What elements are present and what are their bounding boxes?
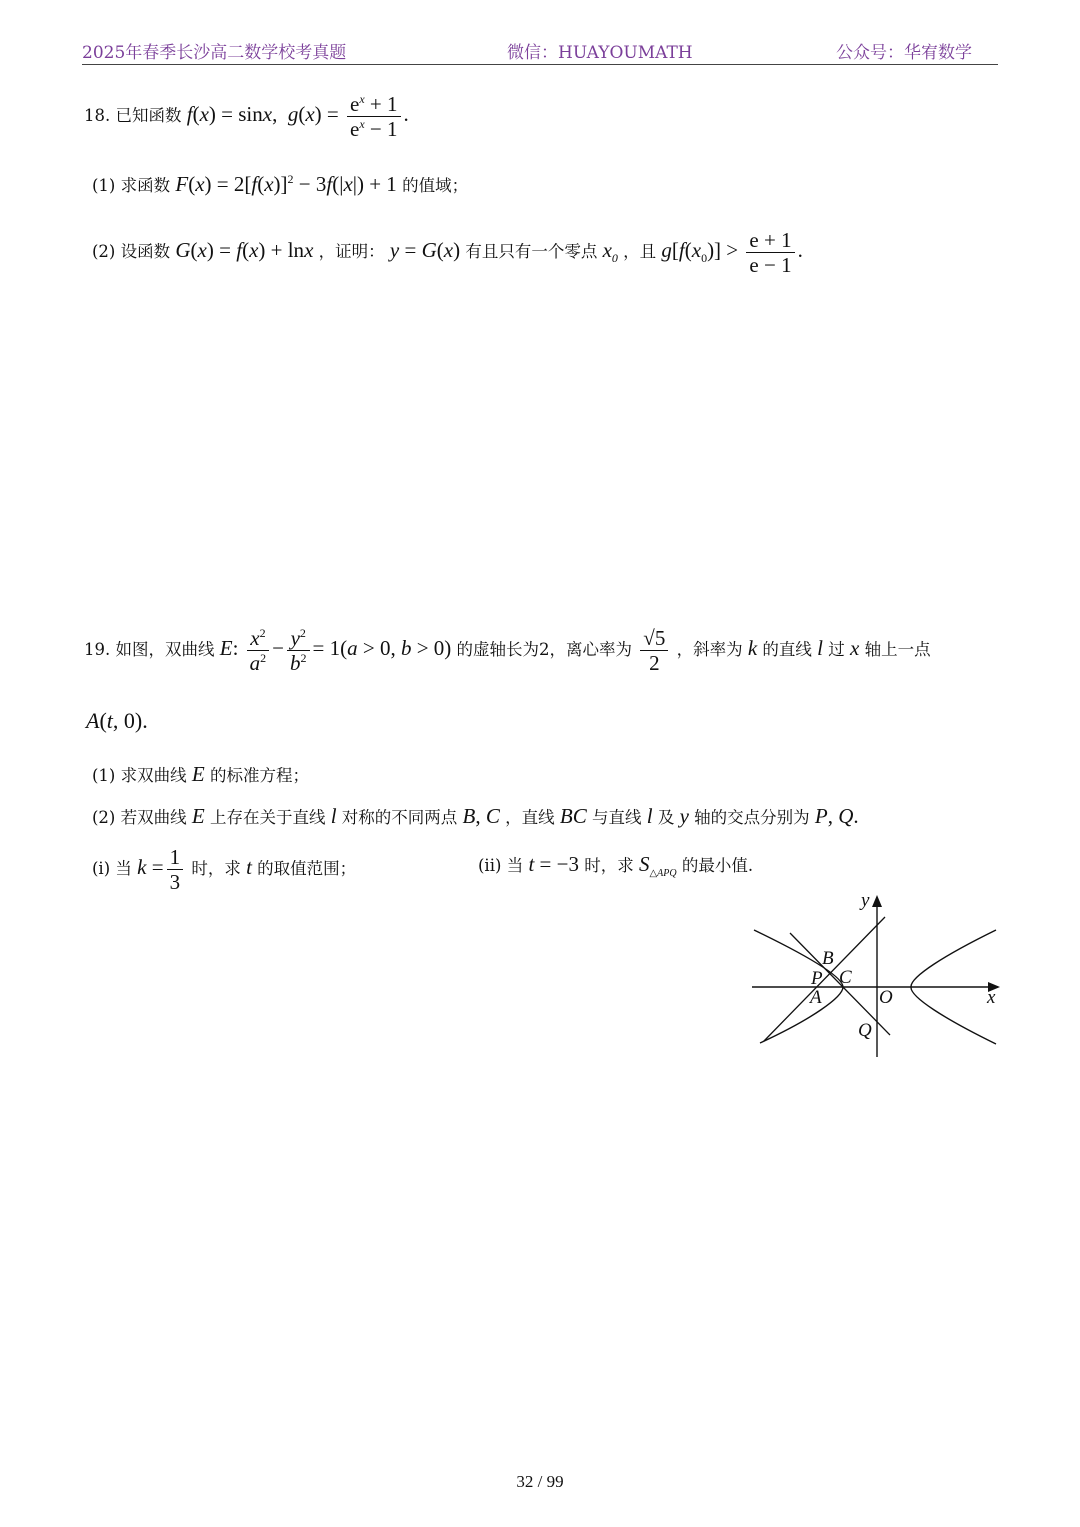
label-P: P	[811, 968, 823, 989]
y-axis-arrow	[872, 895, 882, 907]
q19-sub-i-text: 当	[115, 859, 132, 879]
q19-p1-text: 求双曲线	[120, 766, 187, 785]
q19-sub-ii-text: 当	[506, 856, 524, 875]
q19-E: E	[219, 636, 233, 661]
q19-sub-ii-b: 的最小值.	[681, 856, 754, 875]
q18-p2-mid3: ，且	[623, 242, 657, 262]
q18-stem: 18. 已知函数 f(x) = sinx, g(x) = $\frac{e^x + 1}{e^x - 1}$ .	[84, 92, 409, 142]
q18-p2-mid2: 有且只有一个零点	[465, 242, 598, 262]
q18-number: 18.	[84, 106, 111, 126]
header-wechat: 微信：HUAYOUMATH	[507, 43, 693, 63]
q18-stem-text: 已知函数	[115, 106, 182, 126]
header-title: 2025年春季长沙高二数学校考真题	[82, 43, 347, 63]
q18-ineq: $g[f(x_0)]$ >	[661, 238, 739, 266]
page-number: 32 / 99	[516, 1472, 564, 1491]
hyperbola-figure	[740, 885, 1010, 1065]
label-y: y	[861, 890, 870, 911]
q19-stem5: 过	[828, 640, 845, 660]
q19-stem: 19. 如图，双曲线 E: $\frac{x^2}{a^2}$ − $\frac{y^2}{b^2}$ = 1(a > 0, b > 0) 的虚轴长为2，离心率为 $\frac{√5}{2}$ ，斜率为 k 的直线 l 过 x 轴上一点	[84, 626, 931, 676]
label-A: A	[810, 987, 822, 1008]
q18-part2: (2) 设函数 G(x) = f(x) + lnx ，证明： y = G(x) 有且只有一个零点 $x_0$ ，且 $g[f(x_0)]$ > $\frac{e + 1}{e - 1}$ .	[92, 228, 803, 278]
q19-part1: (1) 求双曲线 E 的标准方程；	[92, 762, 309, 786]
q19-stem4: 的直线	[762, 640, 812, 660]
q18-g-fraction: $\frac{e^x + 1}{e^x - 1}$	[347, 92, 401, 141]
q19-p2-a: 上存在关于直线	[209, 808, 326, 827]
q19-frac-y: $\frac{y^2}{b^2}$	[287, 626, 310, 675]
q19-frac-x: $\frac{x^2}{a^2}$	[247, 626, 270, 675]
q19-stem3: ，斜率为	[676, 640, 743, 660]
q18-f-def: f(x) = sinx, g(x) =	[186, 102, 339, 127]
q19-point-A: A(t, 0).	[86, 708, 148, 733]
q18-p2-text: 设函数	[120, 242, 171, 262]
q18-G-def: G(x) = f(x) + lnx	[175, 238, 314, 263]
q19-k: k	[747, 636, 758, 661]
label-Q: Q	[858, 1020, 872, 1041]
label-C: C	[839, 967, 852, 988]
q18-p1-formula: $F(x) = 2[f(x)]^2 - 3f(|x|) + 1$	[175, 172, 397, 196]
q18-ineq-fraction: $\frac{e + 1}{e - 1}$	[746, 228, 794, 277]
q19-number: 19.	[84, 640, 111, 660]
q18-part1	[92, 172, 468, 197]
q19-sub-ii-tag: (ii)	[478, 856, 502, 875]
q19-p2-b: 对称的不同两点	[341, 808, 458, 827]
q19-p2-d: 与直线	[591, 808, 642, 827]
q19-x-axis: x	[850, 636, 860, 661]
q18-x0: $x_0$	[602, 238, 618, 266]
q18-y-eq: y = G(x)	[389, 238, 461, 263]
q19-sub-i-a: 时，求	[191, 859, 241, 879]
q19-sub-ii: (ii) 当 t = −3 时，求 $S_{\triangle APQ}$ 的最小值.	[478, 852, 754, 880]
q19-stem1: 如图，双曲线	[115, 640, 215, 660]
q19-l: l	[817, 636, 823, 661]
label-x: x	[987, 987, 996, 1008]
q19-area: $S_{\triangle APQ}$	[638, 852, 677, 880]
header-divider	[82, 64, 998, 65]
label-B: B	[822, 948, 834, 969]
q19-p1-tail: 的标准方程；	[209, 766, 309, 785]
q19-sub-ii-a: 时，求	[584, 856, 634, 875]
q19-p2-c: ，直线	[505, 808, 555, 827]
q19-p1-tag: (1)	[92, 766, 116, 785]
q19-p2-tag: (2)	[92, 808, 116, 827]
q19-stem6: 轴上一点	[864, 640, 931, 660]
q19-part2: (2) 若双曲线 E 上存在关于直线 l 对称的不同两点 B, C ，直线 BC 与直线 l 及 y 轴的交点分别为 P, Q.	[92, 804, 859, 828]
q19-p2-f: 轴的交点分别为	[694, 808, 810, 827]
q19-one-third: $\frac{1}{3}$	[167, 845, 184, 894]
q18-p1-tag: (1)	[92, 176, 116, 195]
label-O: O	[879, 987, 893, 1008]
header-account: 公众号：华宥数学	[836, 43, 972, 63]
q19-ecc-fraction: $\frac{√5}{2}$	[640, 626, 668, 675]
q19-sub-i: (i) 当 k = $\frac{1}{3}$ 时，求 t 的取值范围；	[92, 845, 357, 895]
q19-stem2: 的虚轴长为2，离心率为	[456, 640, 633, 660]
q19-sub-i-tag: (i)	[92, 859, 111, 879]
q18-p2-tag: (2)	[92, 242, 116, 262]
q18-p1-tail: 的值域；	[402, 176, 469, 195]
q19-p2-text: 若双曲线	[120, 808, 187, 827]
q18-p1-text: 求函数	[120, 176, 171, 195]
q19-sub-i-b: 的取值范围；	[257, 859, 357, 879]
q19-p2-e: 及	[657, 808, 675, 827]
q18-p2-mid: ，证明：	[318, 242, 385, 262]
